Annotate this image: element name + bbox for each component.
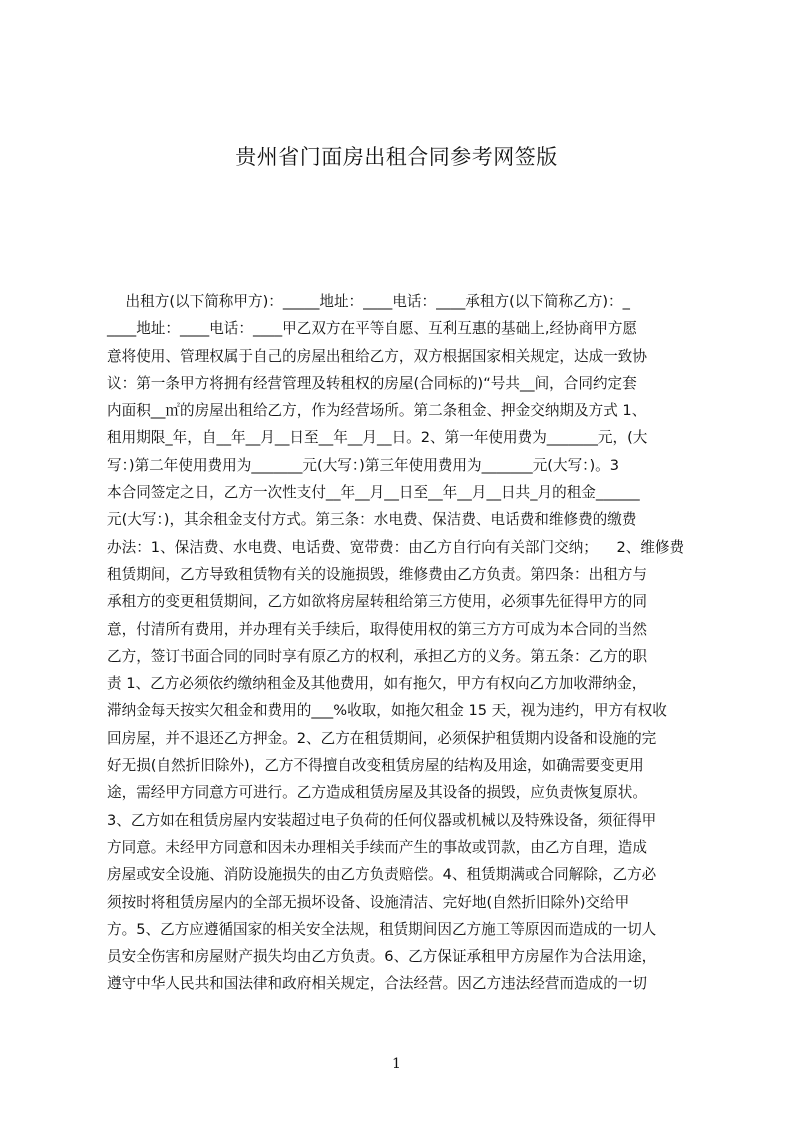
body-line: 乙方，签订书面合同的同时享有原乙方的权利，承担乙方的义务。第五条：乙方的职	[107, 647, 647, 665]
body-line: 房屋或安全设施、消防设施损失的由乙方负责赔偿。4、租赁期满或合同解除，乙方必	[107, 866, 657, 884]
body-line: 出租方(以下简称甲方)：_____地址：____电话：____承租方(以下简称乙方)：_	[107, 293, 630, 310]
body-line: 遵守中华人民共和国法律和政府相关规定，合法经营。因乙方违法经营而造成的一切	[107, 975, 647, 993]
body-line: 租用期限_年，自__年__月__日至__年__月__日。2、第一年使用费为_______元，(大	[107, 429, 648, 447]
body-line: 回房屋，并不退还乙方押金。2、乙方在租赁期间，必须保护租赁期内设备和设施的完	[107, 729, 657, 747]
body-line: 写：)第二年使用费用为_______元(大写：)第三年使用费用为_______元(大写：)。3	[107, 456, 620, 474]
body-line: 方同意。未经甲方同意和因未办理相关手续而产生的事故或罚款，由乙方自理，造成	[107, 838, 647, 856]
body-line: 责 1、乙方必须依约缴纳租金及其他费用，如有拖欠，甲方有权向乙方加收滞纳金，	[107, 675, 647, 693]
body-line: 方。5、乙方应遵循国家的相关安全法规，租赁期间因乙方施工等原因而造成的一切人	[107, 920, 657, 938]
body-line: 3、乙方如在租赁房屋内安装超过电子负荷的任何仪器或机械以及特殊设备，须征得甲	[107, 811, 657, 829]
body-line: 租赁期间，乙方导致租赁物有关的设施损毁，维修费由乙方负责。第四条：出租方与	[107, 565, 647, 583]
document-title: 贵州省门面房出租合同参考网签版	[235, 145, 558, 169]
body-line: 员安全伤害和房屋财产损失均由乙方负责。6、乙方保证承租甲方房屋作为合法用途，	[107, 948, 657, 966]
body-line: 内面积__㎡的房屋出租给乙方，作为经营场所。第二条租金、押金交纳期及方式 1、	[107, 402, 647, 420]
body-line: 意将使用、管理权属于自己的房屋出租给乙方，双方根据国家相关规定，达成一致协	[107, 347, 647, 365]
body-line: 好无损(自然折旧除外)，乙方不得擅自改变租赁房屋的结构及用途，如确需要变更用	[107, 757, 644, 775]
body-line: 议：第一条甲方将拥有经营管理及转租权的房屋(合同标的)“号共__间，合同约定套	[107, 374, 637, 392]
page-number: 1	[392, 1056, 401, 1072]
body-line: 滞纳金每天按实欠租金和费用的___%收取，如拖欠租金 15 天，视为违约，甲方有权收	[107, 702, 667, 720]
body-line: 承租方的变更租赁期间，乙方如欲将房屋转租给第三方使用，必须事先征得甲方的同	[107, 593, 647, 611]
body-line: 途，需经甲方同意方可进行。乙方造成租赁房屋及其设备的损毁，应负责恢复原状。	[107, 784, 647, 802]
contract-body	[107, 288, 697, 993]
body-line: 办法：1、保洁费、水电费、电话费、宽带费：由乙方自行向有关部门交纳； 2、维修费	[107, 538, 685, 556]
body-line: 须按时将租赁房屋内的全部无损坏设备、设施清洁、完好地(自然折旧除外)交给甲	[107, 893, 630, 911]
body-line: ____地址：____电话：____甲乙双方在平等自愿、互利互惠的基础上,经协商甲方愿	[107, 320, 638, 338]
body-line: 本合同签定之日，乙方一次性支付__年__月__日至__年__月__日共_月的租金______	[107, 484, 640, 502]
body-line: 意，付清所有费用，并办理有关手续后，取得使用权的第三方方可成为本合同的当然	[107, 620, 647, 638]
body-line: 元(大写：)，其余租金支付方式。第三条：水电费、保洁费、电话费和维修费的缴费	[107, 511, 637, 529]
